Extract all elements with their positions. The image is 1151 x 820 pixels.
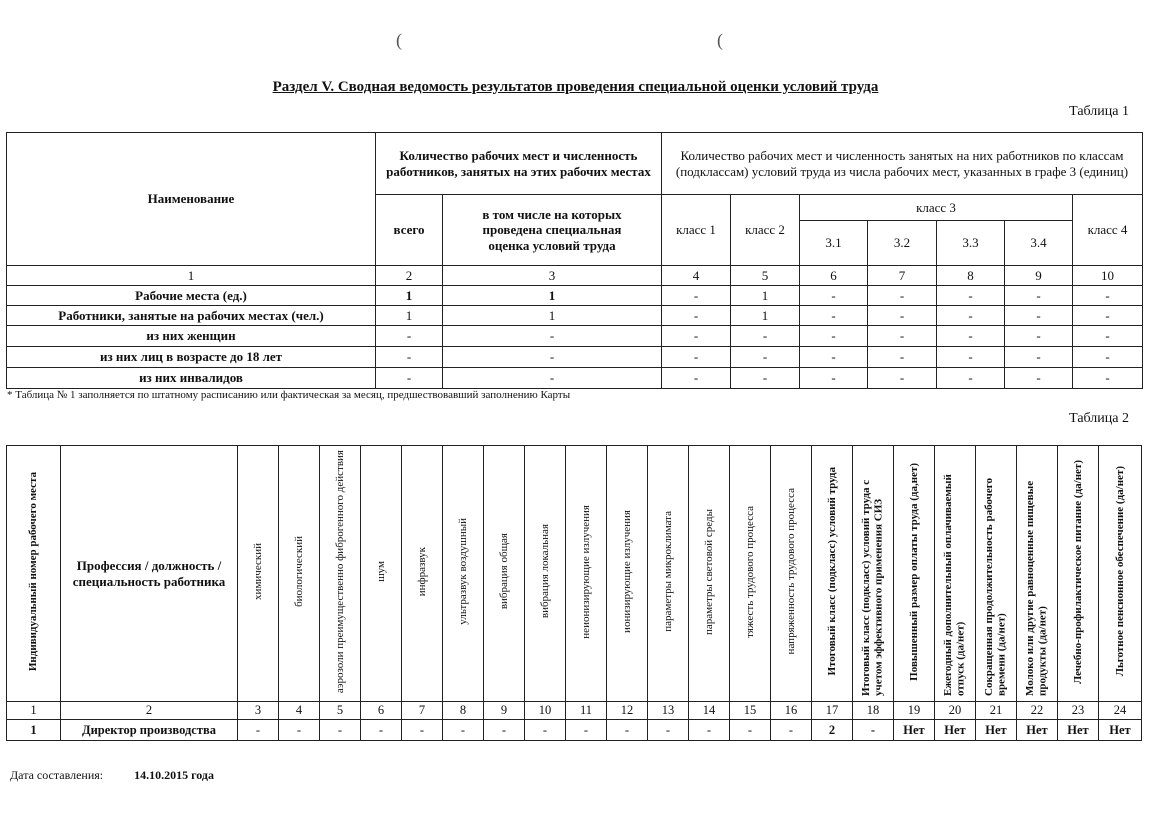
t2-num: 8 xyxy=(443,702,484,720)
t1-col-total: всего xyxy=(376,195,443,266)
t1-cell: - xyxy=(937,347,1005,368)
t1-num: 4 xyxy=(662,266,731,286)
t2-header-factor-text: вибрация общая xyxy=(497,533,510,610)
t1-cell: - xyxy=(443,347,662,368)
t2-cell: Нет xyxy=(894,720,935,741)
t2-num: 1 xyxy=(7,702,61,720)
t1-header-classes: Количество рабочих мест и численность занятых на них работников по классам (подклассам) условий труда из числа рабочих мест, указанных в графе 3 (единиц) xyxy=(662,133,1143,195)
t1-row-label: из них лиц в возрасте до 18 лет xyxy=(7,347,376,368)
table1-caption: Таблица 1 xyxy=(1069,104,1129,119)
t2-header-factor xyxy=(607,446,648,702)
t2-header-factor-text: Сокращенная продолжительность рабочего времени (да/нет) xyxy=(983,477,1008,696)
t2-header-factor xyxy=(238,446,279,702)
t2-cell: - xyxy=(566,720,607,741)
t1-cell: - xyxy=(1005,306,1073,326)
t2-num: 9 xyxy=(484,702,525,720)
t2-cell: - xyxy=(607,720,648,741)
t2-num: 24 xyxy=(1099,702,1142,720)
t2-header-factor-text: инфразвук xyxy=(415,546,428,597)
t2-header-factor-text: Молоко или другие равноценные пищевые продукты (да/нет) xyxy=(1024,480,1049,696)
t2-cell: - xyxy=(484,720,525,741)
t2-header-id xyxy=(7,446,61,702)
t2-num: 22 xyxy=(1017,702,1058,720)
t2-header-factor-text: вибрация локальная xyxy=(538,524,551,619)
t2-header-factor xyxy=(812,446,853,702)
t1-cell: - xyxy=(376,347,443,368)
t1-col-class2: класс 2 xyxy=(731,195,800,266)
t1-cell: - xyxy=(662,306,731,326)
t2-cell: Нет xyxy=(976,720,1017,741)
table1-footnote: * Таблица № 1 заполняется по штатному расписанию или фактическая за месяц, предшествовавший заполнению Карты xyxy=(7,389,571,401)
t2-num: 13 xyxy=(648,702,689,720)
t1-cell: - xyxy=(662,347,731,368)
t2-header-factor-text: Повышенный размер оплаты труда (да,нет) xyxy=(907,462,920,681)
t2-cell: Нет xyxy=(1099,720,1142,741)
t1-col-class3: класс 3 xyxy=(800,195,1073,221)
t2-num: 16 xyxy=(771,702,812,720)
t1-num: 3 xyxy=(443,266,662,286)
t2-header-factor xyxy=(566,446,607,702)
t2-header-row xyxy=(7,446,1142,702)
t2-header-factor-text: аэрозоли преимущественно фиброгенного действия xyxy=(333,449,346,694)
t2-header-factor-text: напряженность трудового процесса xyxy=(784,488,797,655)
date-label: Дата составления: xyxy=(10,768,104,782)
t1-sub-3-2: 3.2 xyxy=(868,221,937,266)
t2-header-factor xyxy=(935,446,976,702)
t1-row-minors xyxy=(7,347,1143,368)
t1-row-label: Работники, занятые на рабочих местах (чел.) xyxy=(7,306,376,326)
t1-cell: - xyxy=(731,326,800,347)
t2-num: 14 xyxy=(689,702,730,720)
t1-cell: - xyxy=(937,286,1005,306)
t2-header-factor-text: биологический xyxy=(292,536,305,607)
t2-header-factor xyxy=(443,446,484,702)
t2-cell: - xyxy=(730,720,771,741)
t2-cell: - xyxy=(771,720,812,741)
t1-cell: - xyxy=(937,326,1005,347)
t2-num: 15 xyxy=(730,702,771,720)
t2-header-factor-text: Ежегодный дополнительный оплачиваемый отпуск (да/нет) xyxy=(942,473,967,696)
t2-header-profession: Профессия / должность / специальность работника xyxy=(61,446,238,702)
t1-cell: - xyxy=(1005,347,1073,368)
t2-num: 19 xyxy=(894,702,935,720)
t1-sub-3-4: 3.4 xyxy=(1005,221,1073,266)
t1-cell: 1 xyxy=(376,306,443,326)
t1-row-label: из них женщин xyxy=(7,326,376,347)
t1-num: 8 xyxy=(937,266,1005,286)
t1-cell: - xyxy=(800,306,868,326)
t1-cell: - xyxy=(937,306,1005,326)
t2-header-factor xyxy=(320,446,361,702)
t1-cell: - xyxy=(662,286,731,306)
t2-header-factor xyxy=(361,446,402,702)
t2-header-factor xyxy=(976,446,1017,702)
t1-cell: - xyxy=(868,306,937,326)
section-title: Раздел V. Сводная ведомость результатов проведения специальной оценки условий труда xyxy=(272,79,879,95)
t1-cell: 1 xyxy=(443,306,662,326)
t1-num: 5 xyxy=(731,266,800,286)
t1-col-class1: класс 1 xyxy=(662,195,731,266)
t1-cell: - xyxy=(662,326,731,347)
t1-cell: - xyxy=(1073,347,1143,368)
t2-num: 21 xyxy=(976,702,1017,720)
t1-cell: - xyxy=(868,368,937,389)
t1-num: 10 xyxy=(1073,266,1143,286)
t1-cell: - xyxy=(1073,368,1143,389)
t2-header-factor-text: тяжесть трудового процесса xyxy=(743,505,756,638)
t1-cell: - xyxy=(443,326,662,347)
t1-cell: - xyxy=(800,286,868,306)
t1-cell: - xyxy=(1005,286,1073,306)
table2-caption: Таблица 2 xyxy=(1069,411,1129,426)
t1-cell: 1 xyxy=(376,286,443,306)
t2-num: 20 xyxy=(935,702,976,720)
t2-header-factor-text: параметры микроклимата xyxy=(661,511,674,632)
t1-cell: - xyxy=(376,326,443,347)
t2-cell: - xyxy=(279,720,320,741)
t2-num: 4 xyxy=(279,702,320,720)
t2-header-factor-text: Итоговый класс (подкласс) условий труда xyxy=(825,467,838,676)
t2-header-factor xyxy=(279,446,320,702)
t1-cell: - xyxy=(1005,368,1073,389)
t2-header-factor xyxy=(402,446,443,702)
t1-row-workplaces xyxy=(7,286,1143,306)
t1-cell: - xyxy=(731,368,800,389)
t1-cell: - xyxy=(868,347,937,368)
t1-cell: - xyxy=(1073,286,1143,306)
t2-num: 17 xyxy=(812,702,853,720)
t2-header-factor xyxy=(730,446,771,702)
t1-sub-3-3: 3.3 xyxy=(937,221,1005,266)
summary-table xyxy=(6,132,1143,389)
t2-cell: Нет xyxy=(935,720,976,741)
t2-header-factor-text: неионизирующие излучения xyxy=(579,504,592,639)
t2-header-id-text: Индивидуальный номер рабочего места xyxy=(27,471,40,672)
t1-num: 6 xyxy=(800,266,868,286)
t1-cell: - xyxy=(1073,306,1143,326)
t1-cell: - xyxy=(868,326,937,347)
t1-col-class4: класс 4 xyxy=(1073,195,1143,266)
t2-row-id: 1 xyxy=(7,720,61,741)
t1-col-assessed: в том числе на которых проведена специальная оценка условий труда xyxy=(443,195,662,266)
t1-num: 7 xyxy=(868,266,937,286)
t2-num: 5 xyxy=(320,702,361,720)
t1-cell: - xyxy=(731,347,800,368)
t1-row-label: Рабочие места (ед.) xyxy=(7,286,376,306)
t2-header-factor xyxy=(853,446,894,702)
t1-cell: - xyxy=(937,368,1005,389)
t2-header-factor xyxy=(525,446,566,702)
t1-sub-3-1: 3.1 xyxy=(800,221,868,266)
t1-number-row xyxy=(7,266,1143,286)
t1-cell: - xyxy=(1005,326,1073,347)
t2-cell: - xyxy=(689,720,730,741)
t2-header-factor-text: Итоговый класс (подкласс) условий труда с учетом эффективного применения СИЗ xyxy=(860,479,885,696)
t2-number-row xyxy=(7,702,1142,720)
t2-header-factor xyxy=(1099,446,1142,702)
t1-cell: 1 xyxy=(731,306,800,326)
t2-cell: - xyxy=(402,720,443,741)
t2-num: 2 xyxy=(61,702,238,720)
t2-cell: - xyxy=(525,720,566,741)
t1-cell: - xyxy=(1073,326,1143,347)
t2-cell: 2 xyxy=(812,720,853,741)
t2-num: 7 xyxy=(402,702,443,720)
scan-mark-right: ( xyxy=(717,30,723,50)
t1-num: 1 xyxy=(7,266,376,286)
t1-row-women xyxy=(7,326,1143,347)
t1-cell: 1 xyxy=(443,286,662,306)
t2-num: 11 xyxy=(566,702,607,720)
t2-num: 12 xyxy=(607,702,648,720)
t2-num: 6 xyxy=(361,702,402,720)
t2-cell: - xyxy=(238,720,279,741)
scan-mark-left: ( xyxy=(396,30,402,50)
t2-header-factor xyxy=(771,446,812,702)
t1-cell: - xyxy=(868,286,937,306)
t1-cell: - xyxy=(443,368,662,389)
t1-num: 2 xyxy=(376,266,443,286)
t1-cell: - xyxy=(800,326,868,347)
workplace-table xyxy=(6,445,1142,741)
t2-cell: - xyxy=(853,720,894,741)
t2-cell: Нет xyxy=(1058,720,1099,741)
t2-cell: - xyxy=(443,720,484,741)
t2-header-factor-text: ультразвук воздушный xyxy=(456,518,469,625)
t1-header-count: Количество рабочих мест и численность работников, занятых на этих рабочих местах xyxy=(376,133,662,195)
t2-header-factor-text: химический xyxy=(251,543,264,600)
t1-header-name: Наименование xyxy=(7,133,376,266)
t1-cell: - xyxy=(800,347,868,368)
t2-header-factor xyxy=(894,446,935,702)
t2-header-factor xyxy=(689,446,730,702)
t2-header-factor xyxy=(1017,446,1058,702)
t2-cell: - xyxy=(648,720,689,741)
t2-cell: Нет xyxy=(1017,720,1058,741)
t2-row-profession: Директор производства xyxy=(61,720,238,741)
t2-header-factor-text: шум xyxy=(374,561,387,582)
t2-cell: - xyxy=(361,720,402,741)
t2-header-factor-text: параметры световой среды xyxy=(702,508,715,635)
t1-cell: - xyxy=(376,368,443,389)
t1-row-disabled xyxy=(7,368,1143,389)
t1-row-workers xyxy=(7,306,1143,326)
t2-header-factor xyxy=(484,446,525,702)
t2-header-factor xyxy=(648,446,689,702)
t2-cell: - xyxy=(320,720,361,741)
t1-row-label: из них инвалидов xyxy=(7,368,376,389)
t1-cell: - xyxy=(662,368,731,389)
t1-num: 9 xyxy=(1005,266,1073,286)
t2-num: 3 xyxy=(238,702,279,720)
t2-num: 23 xyxy=(1058,702,1099,720)
t2-data-row xyxy=(7,720,1142,741)
t2-header-factor xyxy=(1058,446,1099,702)
t1-cell: 1 xyxy=(731,286,800,306)
t2-header-factor-text: ионизирующие излучения xyxy=(620,510,633,633)
t2-num: 10 xyxy=(525,702,566,720)
date-value: 14.10.2015 года xyxy=(134,768,214,782)
t2-num: 18 xyxy=(853,702,894,720)
date-line xyxy=(10,768,214,783)
t1-cell: - xyxy=(800,368,868,389)
t2-header-factor-text: Лечебно-профилактическое питание (да/нет) xyxy=(1071,459,1084,684)
t2-header-factor-text: Льготное пенсионное обеспечение (да/нет) xyxy=(1113,466,1126,677)
